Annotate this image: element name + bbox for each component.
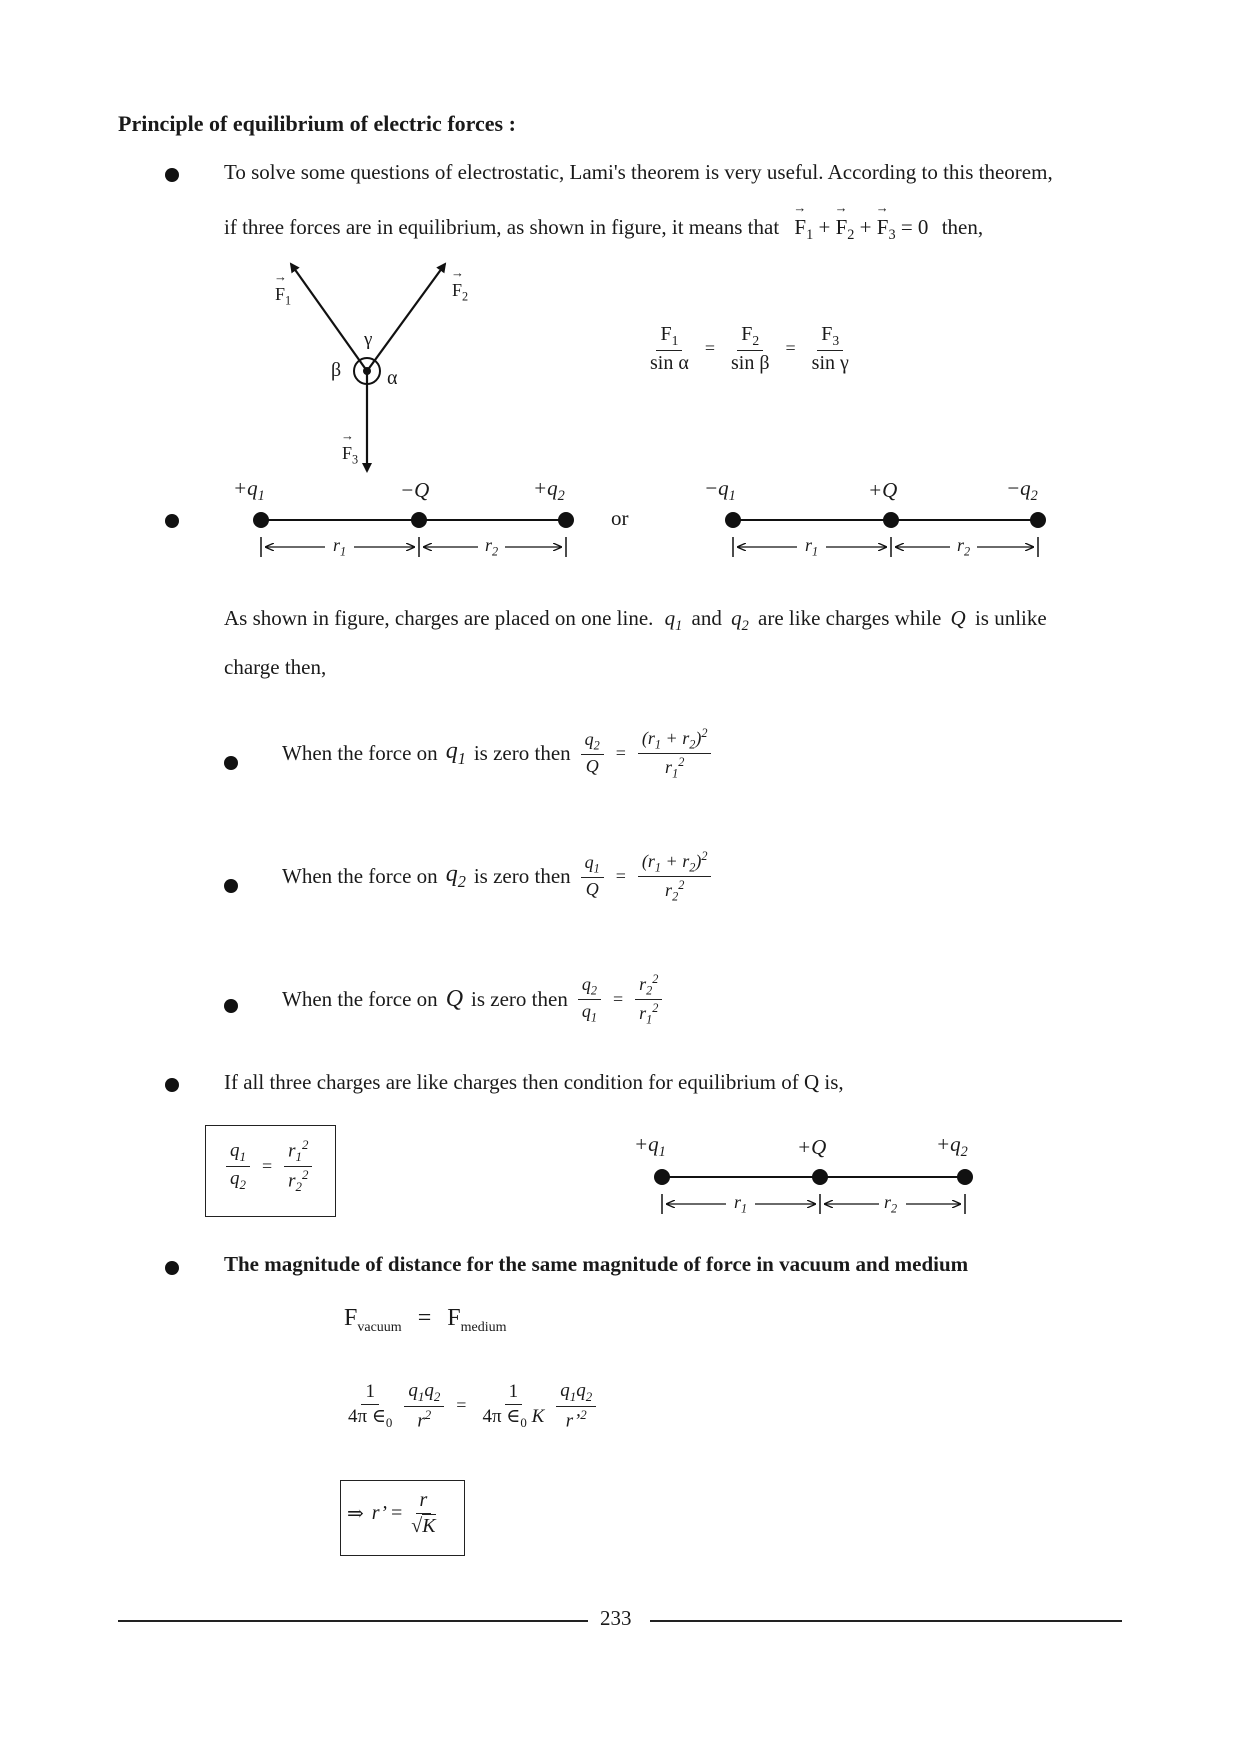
label-q1-left: $+q_1$: [233, 476, 265, 505]
force-equality: $F_{vacuum} = F_{medium}$: [344, 1305, 507, 1335]
charge-Q-dot: [812, 1169, 828, 1185]
bullet: [224, 879, 238, 893]
or-label: or: [611, 506, 629, 530]
medium-heading: The magnitude of distance for the same magnitude of force in vacuum and medium: [224, 1252, 969, 1276]
charge-line-right: [725, 512, 1046, 557]
line-charges-paragraph-1: As shown in figure, charges are placed on one line. $q_1$ and $q_2$ are like charges while Q is unlike: [224, 606, 1047, 635]
charge-Q-dot: [883, 512, 899, 528]
label-beta: β: [331, 359, 342, 381]
label-r2-left: $r_2$: [485, 535, 499, 559]
force-f2-arrow: [367, 264, 445, 371]
label-Q-like: +Q: [797, 1135, 827, 1159]
bullet: [165, 1261, 179, 1275]
force-diagram: [291, 264, 445, 471]
bullet: [224, 999, 238, 1013]
lami-line-1: To solve some questions of electrostatic, Lami's theorem is very useful. According to this theorem,: [224, 160, 1053, 184]
label-q1-like: $+q_1$: [634, 1132, 666, 1161]
case-Q-equation: When the force on Q is zero then $\frac{q_2}{q_1}$ = $\frac{r_2^2}{r_1^2}$: [282, 972, 666, 1026]
label-r1-right: $r_1$: [805, 535, 819, 559]
coulomb-equation: $\frac{1}{4\pi \in_0}$ $\frac{q_1q_2}{r^2}$ = $\frac{1}{4\pi \in_0 K}$ $\frac{q_1q_2}{r’^2}$: [340, 1380, 600, 1432]
label-f1: → $F_1$: [275, 284, 291, 309]
charge-line-left: [253, 512, 574, 557]
charge-q1-dot: [654, 1169, 670, 1185]
label-q2-right: $-q_2$: [1006, 476, 1038, 505]
label-q1-right: $-q_1$: [704, 476, 736, 505]
label-r2-like: $r_2$: [884, 1192, 898, 1216]
line-charges-paragraph-2: charge then,: [224, 655, 327, 679]
charge-line-like: [654, 1169, 973, 1214]
label-f3: → $F_3$: [342, 443, 358, 468]
case-q2-equation: When the force on $q_2$ is zero then $\frac{q_1}{Q}$ = $\frac{(r_1 + r_2)^2}{r_2^2}$: [282, 849, 715, 903]
section-heading: Principle of equilibrium of electric forces :: [118, 111, 516, 136]
label-Q-left: −Q: [400, 478, 430, 502]
label-r1-like: $r_1$: [734, 1192, 748, 1216]
charge-Q-dot: [411, 512, 427, 528]
label-r2-right: $r_2$: [957, 535, 971, 559]
lami-line-2: if three forces are in equilibrium, as shown in figure, it means that → $F_1$ + → $F_2$ + → $F_3 = 0$ then,: [224, 215, 983, 244]
like-charges-condition-box: $\frac{q_1}{q_2}$ = $\frac{r_1^2}{r_2^2}$: [205, 1125, 336, 1217]
label-q2-like: $+q_2$: [936, 1132, 968, 1161]
charge-q2-dot: [1030, 512, 1046, 528]
label-r1-left: $r_1$: [333, 535, 347, 559]
page-number: 233: [600, 1606, 632, 1630]
footer-rule-right: [650, 1620, 1122, 1622]
force-f1-arrow: [291, 264, 367, 371]
charge-q2-dot: [558, 512, 574, 528]
label-q2-left: $+q_2$: [533, 476, 565, 505]
bullet: [165, 514, 179, 528]
charge-q1-dot: [253, 512, 269, 528]
charge-q2-dot: [957, 1169, 973, 1185]
vector-sum-equation: → $F_1$ + → $F_2$ + → $F_3 = 0$: [794, 215, 933, 239]
like-charges-text: If all three charges are like charges then condition for equilibrium of Q is,: [224, 1070, 844, 1094]
case-q1-equation: When the force on $q_1$ is zero then $\frac{q_2}{Q}$ = $\frac{(r_1 + r_2)^2}{r_1^2}$: [282, 726, 715, 780]
result-box: ⇒ r’ = $\frac{r}{√K}$: [340, 1480, 465, 1556]
label-gamma: γ: [364, 329, 373, 350]
bullet: [224, 756, 238, 770]
footer-rule-left: [118, 1620, 588, 1622]
label-alpha: α: [387, 367, 398, 389]
origin-point: [363, 367, 371, 375]
bullet: [165, 1078, 179, 1092]
label-f2: → $F_2$: [452, 280, 468, 305]
label-Q-right: +Q: [868, 478, 898, 502]
charge-q1-dot: [725, 512, 741, 528]
lami-formula: $\frac{F_1}{\text{sin α}}$ = $\frac{F_2}{\text{sin β}}$ = $\frac{F_3}{\text{sin γ}}$: [650, 323, 849, 374]
